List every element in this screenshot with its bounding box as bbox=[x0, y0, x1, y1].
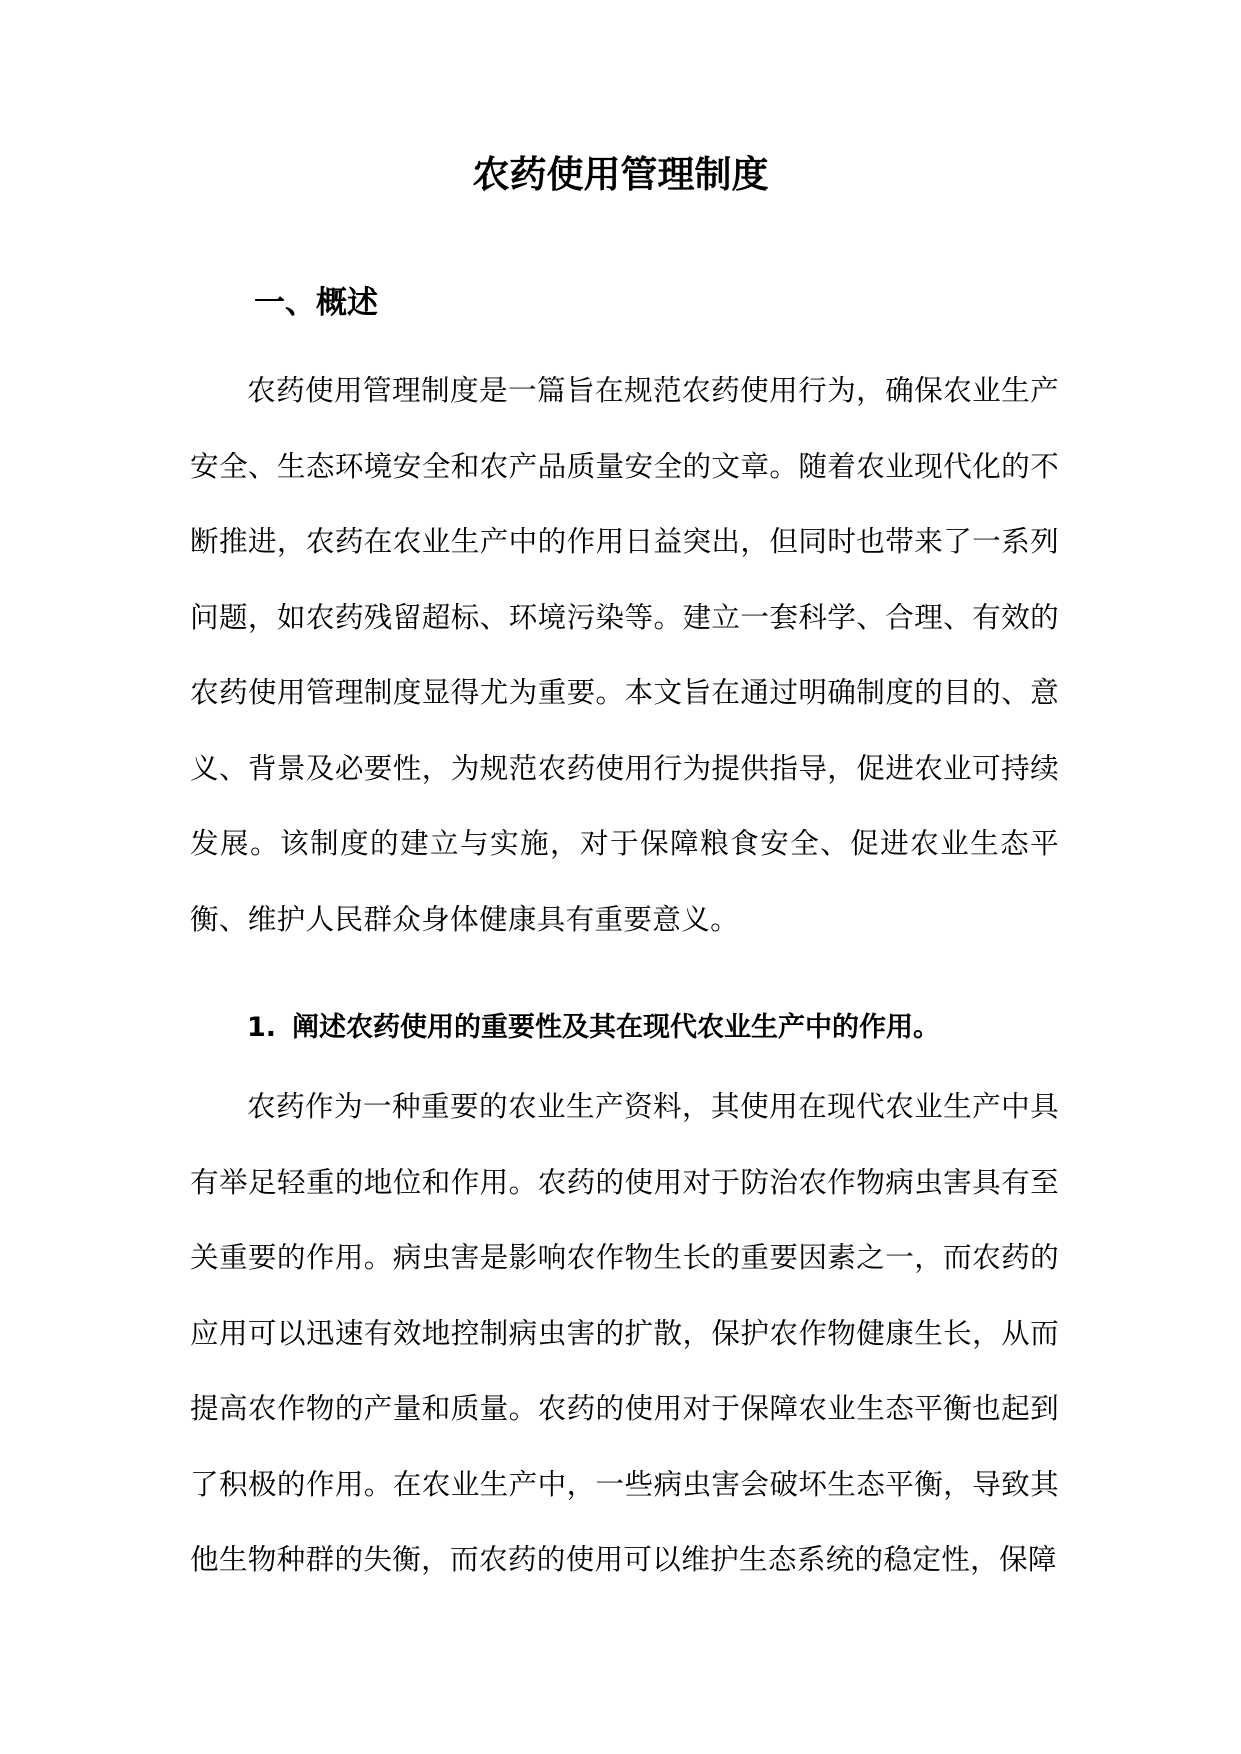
subsection-number: 1. bbox=[247, 1012, 277, 1043]
section-heading-overview: 一、概述 bbox=[254, 285, 378, 321]
overview-paragraph: 农药使用管理制度是一篇旨在规范农药使用行为，确保农业生产安全、生态环境安全和农产品质量安全的文章。随着农业现代化的不断推进，农药在农业生产中的作用日益突出，但同时也带来了一系列问题，如农药残留超标、环境污染等。建立一套科学、合理、有效的农药使用管理制度显得尤为重要。本文旨在通过明确制度的目的、意义、背景及必要性，为规范农药使用行为提供指导，促进农业可持续发展。该制度的建立与实施，对于保障粮食安全、促进农业生态平衡、维护人民群众身体健康具有重要意义。 bbox=[190, 373, 1059, 936]
importance-paragraph: 农药作为一种重要的农业生产资料，其使用在现代农业生产中具有举足轻重的地位和作用。农药的使用对于防治农作物病虫害具有至关重要的作用。病虫害是影响农作物生长的重要因素之一，而农药的应用可以迅速有效地控制病虫害的扩散，保护农作物健康生长，从而提高农作物的产量和质量。农药的使用对于保障农业生态平衡也起到了积极的作用。在农业生产中，一些病虫害会破坏生态平衡，导致其他生物种群的失衡，而农药的使用可以维护生态系统的稳定性，保障 bbox=[190, 1089, 1059, 1576]
subsection-heading-text: 阐述农药使用的重要性及其在现代农业生产中的作用。 bbox=[292, 1012, 941, 1043]
subsection-heading bbox=[247, 1008, 940, 1048]
document-title: 农药使用管理制度 bbox=[472, 153, 769, 196]
